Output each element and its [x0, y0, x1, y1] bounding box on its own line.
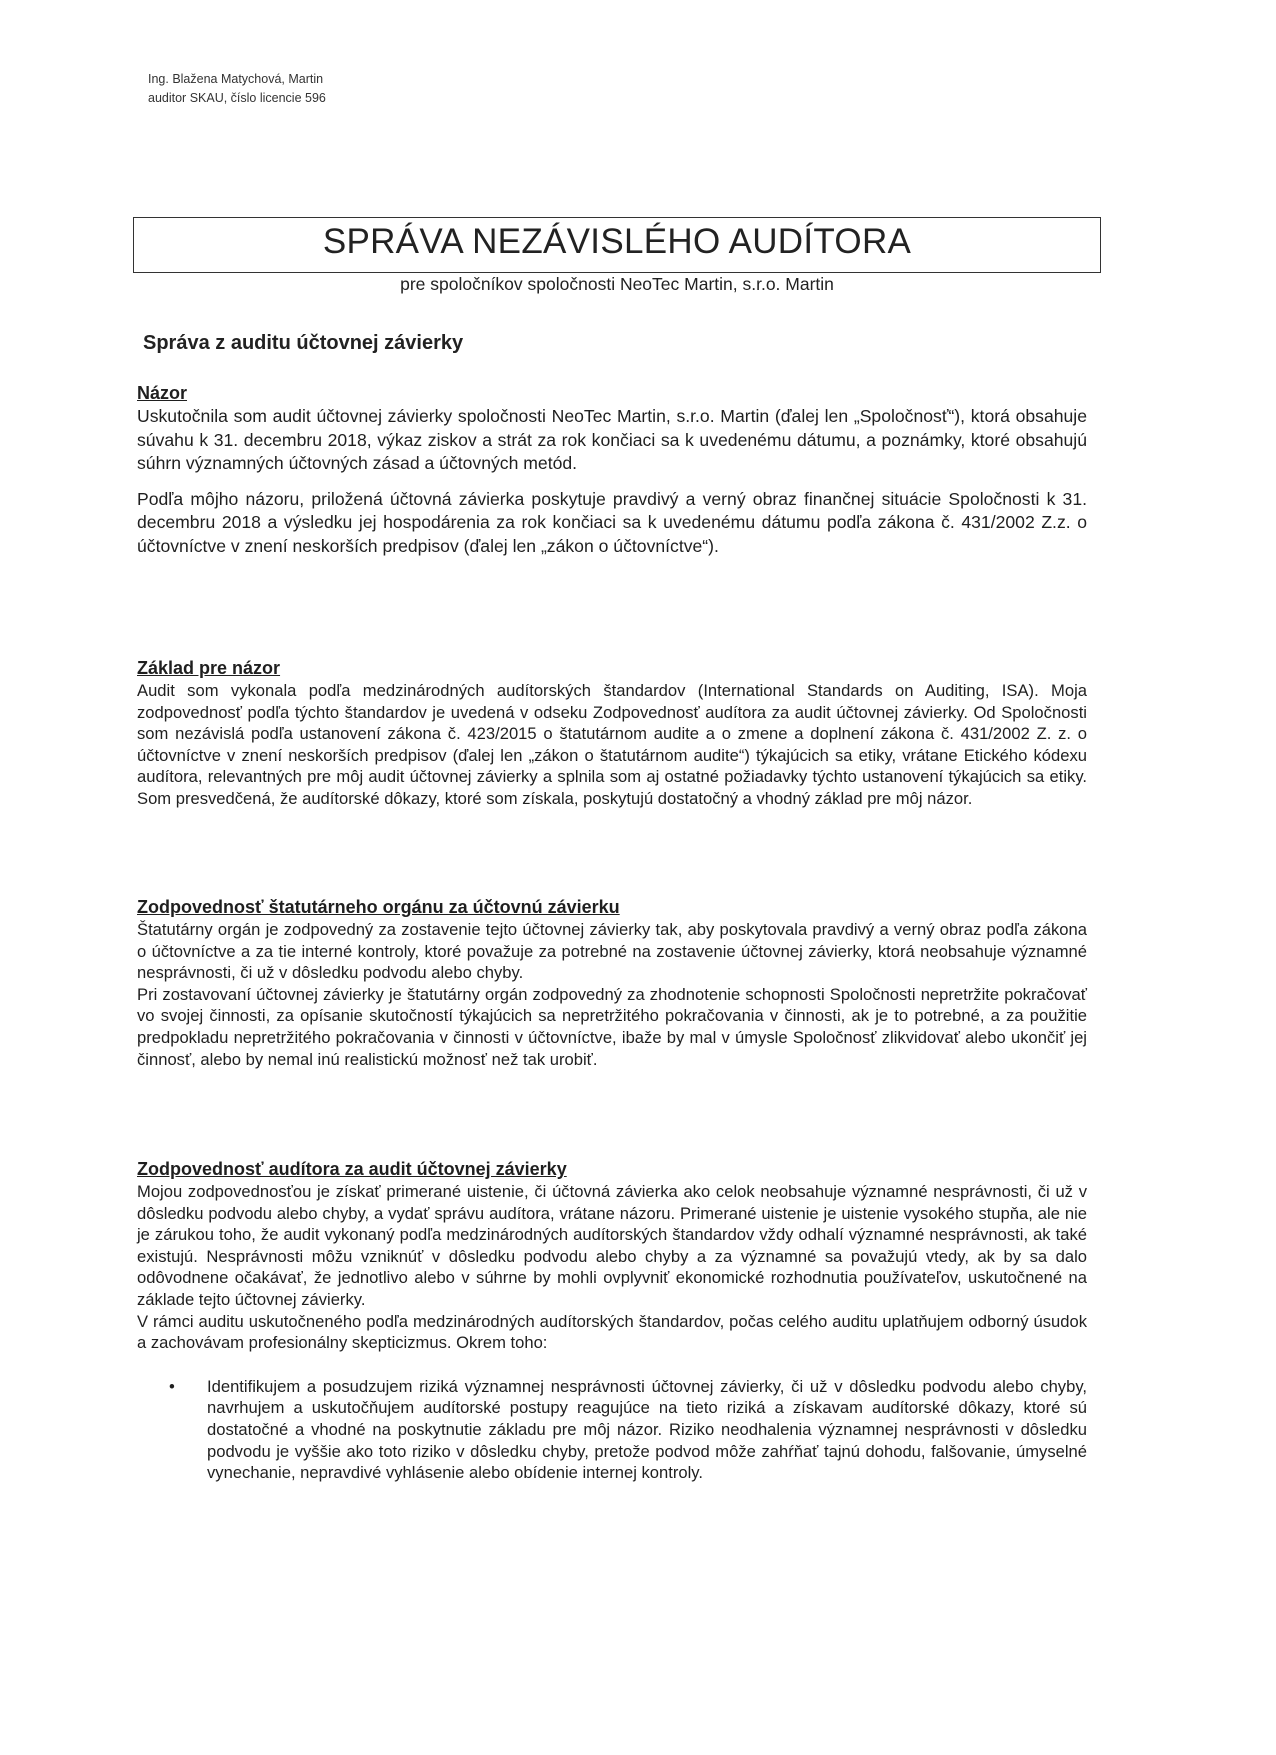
list-item	[137, 1376, 1087, 1484]
section-heading-statutarny: Zodpovednosť štatutárneho orgánu za účtovnú závierku	[137, 897, 620, 917]
nazor-paragraph-1: Uskutočnila som audit účtovnej závierky spoločnosti NeoTec Martin, s.r.o. Martin (ďalej len „Spoločnosť“), ktorá obsahuje súvahu k 31. decembru 2018, výkaz ziskov a strát za rok končiaci sa k uvedenému dátumu, a poznámky, ktoré obsahujú súhrn významných účtovných zásad a účtovných metód.	[137, 406, 1087, 474]
auditor-paragraph-1: Mojou zodpovednosťou je získať primerané uistenie, či účtovná závierka ako celok neobsahuje významné nesprávnosti, či už v dôsledku podvodu alebo chyby, a vydať správu audítora, vrátane názoru. Primerané uistenie je uistenie vysokého stupňa, ale nie je zárukou toho, že audit vykonaný podľa medzinárodných audítorských štandardov vždy odhalí významné nesprávnosti, ak také existujú. Nesprávnosti môžu vzniknúť v dôsledku podvodu alebo chyby a za významné sa považujú vtedy, ak by sa dalo odôvodnene očakávať, že jednotlivo alebo v súhrne by mohli ovplyvniť ekonomické rozhodnutia používateľov, uskutočnené na základe tejto účtovnej závierky.	[137, 1182, 1087, 1309]
zaklad-paragraph-1: Audit som vykonala podľa medzinárodných audítorských štandardov (International Standards on Auditing, ISA). Moja zodpovednosť podľa týchto štandardov je uvedená v odseku Zodpovednosť audítora za audit účtovnej závierky. Od Spoločnosti som nezávislá podľa ustanovení zákona č. 423/2015 o štatutárnom audite a o zmene a doplnení zákona č. 431/2002 Z. z. o účtovníctve v znení neskorších predpisov (ďalej len „zákon o štatutárnom audite“) týkajúcich sa etiky, vrátane Etického kódexu audítora, relevantných pre môj audit účtovnej závierky a splnila som aj ostatné požiadavky týchto ustanovení týkajúcich sa etiky. Som presvedčená, že audítorské dôkazy, ktoré som získala, poskytujú dostatočný a vhodný základ pre môj názor.	[137, 681, 1087, 808]
nazor-paragraph-2: Podľa môjho názoru, priložená účtovná závierka poskytuje pravdivý a verný obraz finančnej situácie Spoločnosti k 31. decembru 2018 a výsledku jej hospodárenia za rok končiaci sa k uvedenému dátumu podľa zákona č. 431/2002 Z.z. o účtovníctve v znení neskorších predpisov (ďalej len „zákon o účtovníctve“).	[137, 488, 1087, 556]
bullet-icon: •	[169, 1376, 175, 1396]
section-statutarny	[137, 896, 1087, 1070]
auditor-bullet-list	[137, 1376, 1087, 1484]
auditor-name: Ing. Blažena Matychová, Martin	[148, 72, 324, 86]
section-zaklad	[137, 657, 1087, 810]
section-heading-nazor: Názor	[137, 383, 188, 403]
report-subtitle: pre spoločníkov spoločnosti NeoTec Martin, s.r.o. Martin	[400, 274, 834, 294]
report-title: SPRÁVA NEZÁVISLÉHO AUDÍTORA	[322, 222, 912, 261]
statutarny-paragraph-1: Štatutárny orgán je zodpovedný za zostavenie tejto účtovnej závierky tak, aby poskytovala pravdivý a verný obraz podľa zákona o účtovníctve a za tie interné kontroly, ktoré považuje za potrebné na zostavenie účtovnej závierky, ktorá neobsahuje významné nesprávnosti, či už v dôsledku podvodu alebo chyby.	[137, 920, 1087, 983]
auditor-header	[148, 70, 326, 108]
section-auditor	[137, 1158, 1087, 1484]
section-heading-zaklad: Základ pre názor	[137, 658, 281, 678]
section-heading-auditor: Zodpovednosť audítora za audit účtovnej závierky	[137, 1159, 567, 1179]
auditor-paragraph-2: V rámci auditu uskutočneného podľa medzinárodných audítorských štandardov, počas celého auditu uplatňujem odborný úsudok a zachovávam profesionálny skepticizmus. Okrem toho:	[137, 1311, 1087, 1353]
main-heading: Správa z auditu účtovnej závierky	[143, 332, 464, 354]
statutarny-paragraph-2: Pri zostavovaní účtovnej závierky je štatutárny orgán zodpovedný za zhodnotenie schopnosti Spoločnosti nepretržite pokračovať vo svojej činnosti, za opísanie skutočností týkajúcich sa nepretržitého pokračovania v činnosti, ak je to potrebné, a za použitie predpokladu nepretržitého pokračovania v činnosti v účtovníctve, ibaže by mal v úmysle Spoločnosť zlikvidovať alebo ukončiť jej činnosť, alebo by nemal inú realistickú možnosť než tak urobiť.	[137, 984, 1087, 1069]
bullet-text: Identifikujem a posudzujem riziká významnej nesprávnosti účtovnej závierky, či už v dôsledku podvodu alebo chyby, navrhujem a uskutočňujem audítorské postupy reagujúce na tieto riziká a získavam audítorské dôkazy, ktoré sú dostatočné a vhodné na poskytnutie základu pre môj názor. Riziko neodhalenia významnej nesprávnosti v dôsledku podvodu je vyššie ako toto riziko v dôsledku chyby, pretože podvod môže zahŕňať tajnú dohodu, falšovanie, úmyselné vynechanie, nepravdivé vyhlásenie alebo obídenie internej kontroly.	[207, 1376, 1087, 1483]
section-nazor	[137, 382, 1087, 559]
title-box	[133, 217, 1101, 273]
auditor-license: auditor SKAU, číslo licencie 596	[148, 91, 326, 105]
